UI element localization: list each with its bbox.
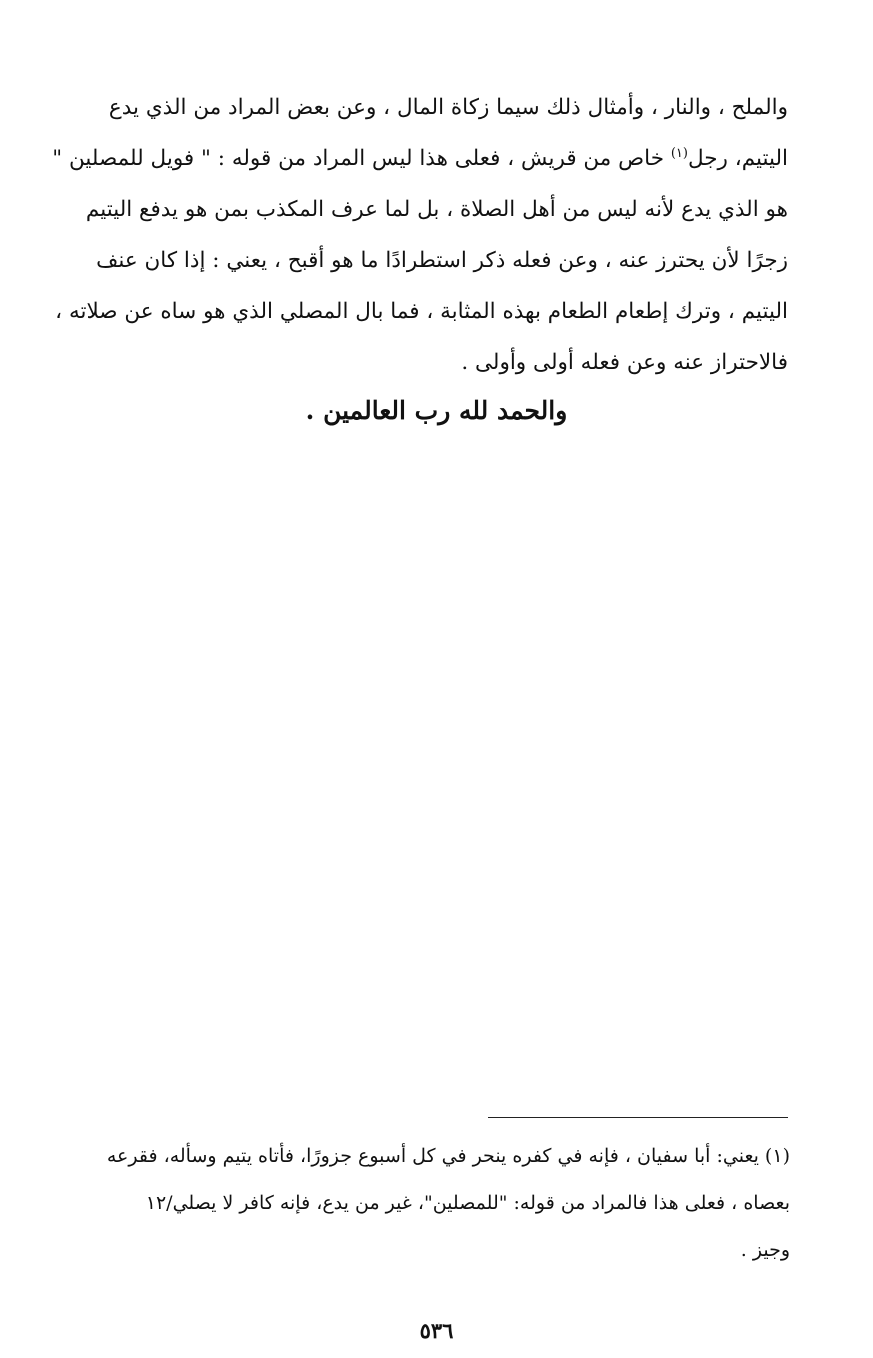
text-line-1: والملح ، والنار ، وأمثال ذلك سيما زكاة المال ، وعن بعض المراد من الذي يدع bbox=[108, 95, 788, 120]
text-line-4: زجرًا لأن يحترز عنه ، وعن فعله ذكر استطرادًا ما هو أقبح ، يعني : إذا كان عنف bbox=[96, 248, 788, 273]
main-text bbox=[50, 82, 788, 388]
line-2-rest: خاص من قريش ، فعلى هذا ليس المراد من قوله : " فويل للمصلين " bbox=[52, 146, 664, 171]
footnote-divider bbox=[488, 1117, 788, 1118]
footnote-reference-1[interactable]: (١) bbox=[670, 145, 688, 161]
closing-praise: والحمد لله رب العالمين . bbox=[305, 396, 568, 425]
footnotes bbox=[50, 1133, 790, 1274]
page-number: ٥٣٦ bbox=[419, 1318, 454, 1343]
text-line-3: هو الذي يدع لأنه ليس من أهل الصلاة ، بل لما عرف المكذب بمن هو يدفع اليتيم bbox=[85, 197, 788, 222]
text-line-2 bbox=[50, 133, 788, 184]
footnote-line-2: بعصاه ، فعلى هذا فالمراد من قوله: "للمصلين"، غير من يدع، فإنه كافر لا يصلي/١٢ bbox=[145, 1192, 790, 1214]
footnote-line-3: وجيز . bbox=[740, 1239, 790, 1261]
text-line-6: فالاحتراز عنه وعن فعله أولى وأولى . bbox=[461, 350, 788, 375]
footnote-line-1: (١) يعني: أبا سفيان ، فإنه في كفره ينحر في كل أسبوع جزورًا، فأتاه يتيم وسأله، فقرعه bbox=[106, 1145, 790, 1167]
line-2-start: اليتيم، رجل bbox=[687, 146, 788, 171]
text-line-5: اليتيم ، وترك إطعام الطعام بهذه المثابة ، فما بال المصلي الذي هو ساه عن صلاته ، bbox=[55, 299, 788, 324]
